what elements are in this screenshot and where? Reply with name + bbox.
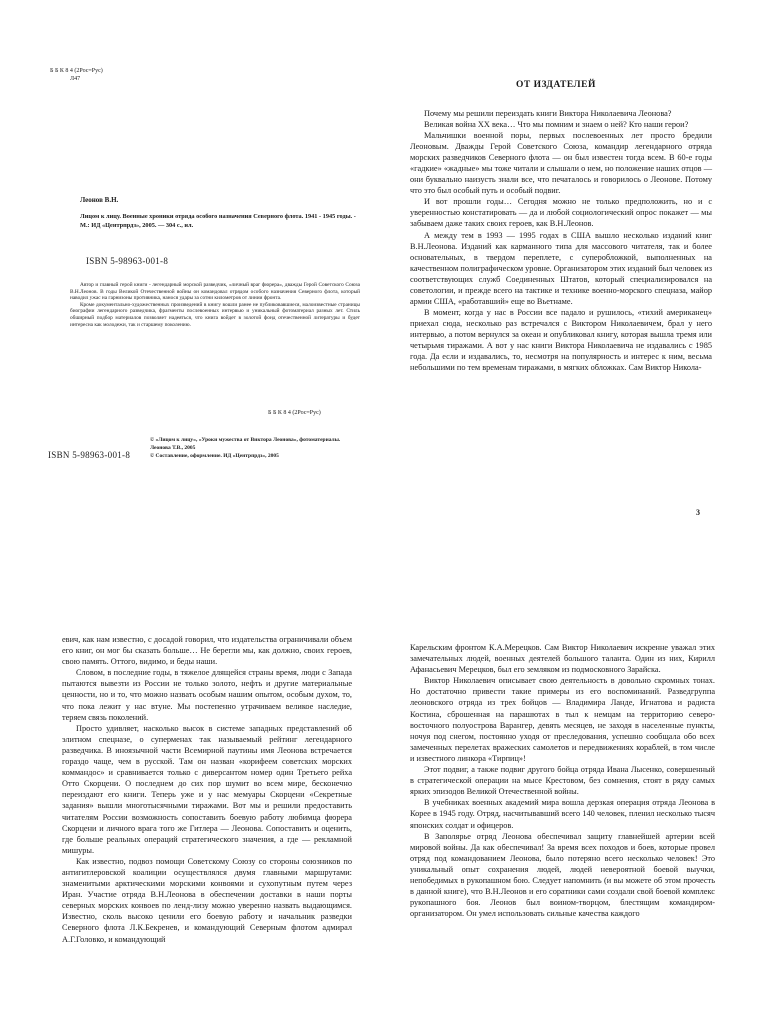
copyright-block bbox=[150, 437, 350, 461]
preface-text bbox=[410, 108, 712, 373]
bbk-code-top bbox=[50, 68, 170, 83]
body-paragraph: Просто удивляет, насколько высок в системе западных представлений об элитном спецназе, о суперменах так называемый рейтинг легендарного разведчика. В иноязычной части Всемирной паутины имя Леонова встречается гораздо чаще, чем в русской. Там он назван «корифеем советских морских коммандос» и сравнивается только с диверсантом номер один Третьего рейха Отто Скорцени. О последнем до сих пор шумит во всем мире, бесконечно переиздают его книги. Теперь уже и у нас мемуары Скорцени «Секретные задания» вышли многотысячными тиражами. Вот мы и решили предоставить читателям России возможность сопоставить боевую работу любимца фюрера Скорцени и личного врага того же Гитлера — Леонова. Сопоставить и оценить, где больше реальных операций стратегического значения, а где — рекламной мишуры. bbox=[62, 723, 352, 855]
body-paragraph: Как известно, подвоз помощи Советскому Союзу со стороны союзников по антигитлеровской коалиции осуществлялся двумя главными маршрутами: знаменитыми арктическими морскими конвоями и сухопутным путем через Иран. Участие отряда В.Н.Леонова в обеспечении доставки в наши порты северных морских конвоев по ленд-лизу можно уверенно назвать выдающимся. Известно, сколь высоко ценили его боевую работу и начальник разведки Северного флота Л.К.Бекренев, и командующий Северным флотом адмирал А.Г.Головко, и командующий bbox=[62, 856, 352, 944]
body-paragraph: евич, как нам известно, с досадой говорил, что издательства ограничивали объем его книг, он мог бы сказать больше… Не берегли мы, как должно, своих героев, свою память. Оттого, видимо, и беды наши. bbox=[62, 635, 352, 667]
preface-heading: ОТ ИЗДАТЕЛЕЙ bbox=[516, 80, 596, 90]
bottom-right-text bbox=[410, 642, 715, 919]
body-paragraph: В Заполярье отряд Леонова обеспечивал защиту главнейшей артерии всей мировой войны. Да как обеспечивал! За время всех походов и боев, которые провел отряд под командованием Леонова, было потеряно всего несколько человек! Это уникальный опыт сохранения людей, людей невероятной боевой выучки, непобедимых в рукопашном бою. Следует напомнить (и вы можете об этом прочесть в данной книге), что В.Н.Леонов и его соратники сами создали свой боевой комплекс рукопашного боя. Леонов был воином-творцом, блестящим командиром-организатором. Он умел использовать сильные качества каждого bbox=[410, 831, 715, 919]
book-title-block: Лицом к лицу. Военные хроники отряда особого назначения Северного флота. 1941 - 1945 годы. - М.: ИД «Центрпрдз», 2005. — 304 с., ил. bbox=[80, 213, 356, 229]
isbn-top: ISBN 5-98963-001-8 bbox=[86, 256, 169, 266]
preface-paragraph: И вот прошли годы… Сегодня можно не только предположить, но и с уверенностью констатировать — да и любой социологический опрос покажет — мы забываем даже таких своих героев, как В.Н.Леонов. bbox=[410, 197, 712, 229]
annotation-paragraph-2: Кроме документально-художественных произведений в книгу вошли ранее не публиковавшиеся, малоизвестные страницы биографии легендарного разведчика, фрагменты послевоенных интервью и уникальный фотоматериал разных лет. Стиль обширный подбор материалов позволяет надеяться, что книга войдет в золотой фонд отечественной литературы и будет интересна как молодежи, так и старшему поколению. bbox=[70, 301, 360, 328]
body-paragraph: В учебниках военных академий мира вошла дерзкая операция отряда Леонова в Корее в 1945 году. Отряд, насчитывавший всего 140 человек, пленил несколько тысяч японских солдат и офицеров. bbox=[410, 798, 715, 830]
isbn-bottom: ISBN 5-98963-001-8 bbox=[48, 450, 131, 460]
annotation-paragraph-1: Автор и главный герой книги - легендарный морской разведчик, «личный враг фюрера», дважды Герой Советского Союза В.Н.Леонов. В годы Великой Отечественной войны он командовал отрядом особого назначения Северного флота, который наводил ужас на гарнизоны противника, нанося удары за сотни километров от линии фронта. bbox=[70, 282, 360, 302]
preface-paragraph: Почему мы решили переиздать книги Виктора Николаевича Леонова? bbox=[424, 109, 672, 118]
preface-paragraph: Мальчишки военной поры, первых послевоенных лет просто бредили Леоновым. Дважды Герой Советского Союза, командир легендарного отряда морских разведчиков Северного флота — он был известен тогда всем. В 60-е годы «гадкие» «жадные» мы тоже читали и слышали о нем, но положение наших отцов — они буквально наизусть знали все, что печаталось и говорилось о Леонове. Потому что это был особый путь и особый подвиг. bbox=[410, 131, 712, 196]
author-code: Л47 bbox=[70, 75, 81, 82]
copyright-line-1: © «Лицом к лицу», «Уроки мужества от Виктора Леонова», фотоматериалы. Леонова Т.В., 2005 bbox=[150, 437, 341, 451]
body-paragraph: Виктор Николаевич описывает свою деятельность в довольно скромных тонах. Но достаточно привести такие примеры из его воспоминаний. Разведгруппа леоновского отряда из трех бойцов — Владимира Ланде, Игнатова и радиста Костина, сброшенная на парашютах в тыл к немцам на территорию северо-восточного полуострова Варангер, девять месяцев, не заходя в населенные пункты, ночуя под снегом, постоянно уходя от преследования, успешно сообщала обо всех замеченных перелетах вражеских самолетов и передвижениях кораблей, в том числе и известного линкора «Тирпиц»! bbox=[410, 676, 715, 763]
bottom-left-text bbox=[62, 634, 352, 945]
body-paragraph: Словом, в последние годы, в тяжелое длящейся страны время, люди с Запада пытаются вывезти из России не только золото, нефть и другие материальные ценности, но и то, что можно назвать особым нашим опытом, особым духом, то, что пока лежит у нас втуне. Мы постепенно утрачиваем великое наследие, теряем связь поколений. bbox=[62, 668, 352, 722]
annotation-text bbox=[70, 282, 360, 328]
preface-paragraph: А между тем в 1993 — 1995 годах в США вышло несколько изданий книг В.Н.Леонова. Изданий как карманного типа для массового читателя, так и более основательных, в твердом переплете, с суперобложкой, выполненных на качественном полиграфическом уровне. Организатором этих изданий был человек из соответствующих служб Соединенных Штатов, который специализировался на советологии, и прежде всего на тактике и технике военно-морского спецназа, майор армии США, «работавший» еще во Вьетнаме. bbox=[410, 230, 713, 306]
body-paragraph: Этот подвиг, а также подвиг другого бойца отряда Ивана Лысенко, совершенный в стратегической операции на мысе Крестовом, без сомнения, стоят в ряду самых ярких эпизодов Великой Отечественной войны. bbox=[410, 765, 715, 797]
copyright-line-2: © Составление, оформление. ИД «Центрпрдз», 2005 bbox=[150, 452, 279, 459]
author-name: Леонов В.Н. bbox=[80, 196, 119, 204]
preface-paragraph: Великая война XX века… Что мы помним и знаем о ней? Кто наши герои? bbox=[424, 120, 689, 130]
page-number: 3 bbox=[696, 508, 700, 517]
body-paragraph: Карельским фронтом К.А.Мерецков. Сам Виктор Николаевич искренне уважал этих замечательных людей, военных деятелей большого таланта. Один из них, Кирилл Афанасьевич Мерецков, был его земляком из подмосковного Зарайска. bbox=[410, 643, 715, 675]
bbk-code-bottom: Б Б К 8 4 (2Рос=Рус) bbox=[268, 410, 321, 416]
bbk-index: Б Б К 8 4 (2Рос=Рус) bbox=[50, 68, 103, 74]
preface-paragraph: В момент, когда у нас в России все падало и рушилось, «тихий американец» приехал сюда, несколько раз встречался с Виктором Николаевичем, брал у него интервью, а потом вернулся за океан и опубликовал книгу, которая вышла тремя или четырьмя тиражами. А вот у нас книги Виктора Николаевича не издавались с 1985 года. Да если и издавались, то, несмотря на популярность и интерес к ним, весьма небольшими по тем временам тиражами, в мягких обложках. Сам Виктор Никола- bbox=[410, 307, 712, 373]
